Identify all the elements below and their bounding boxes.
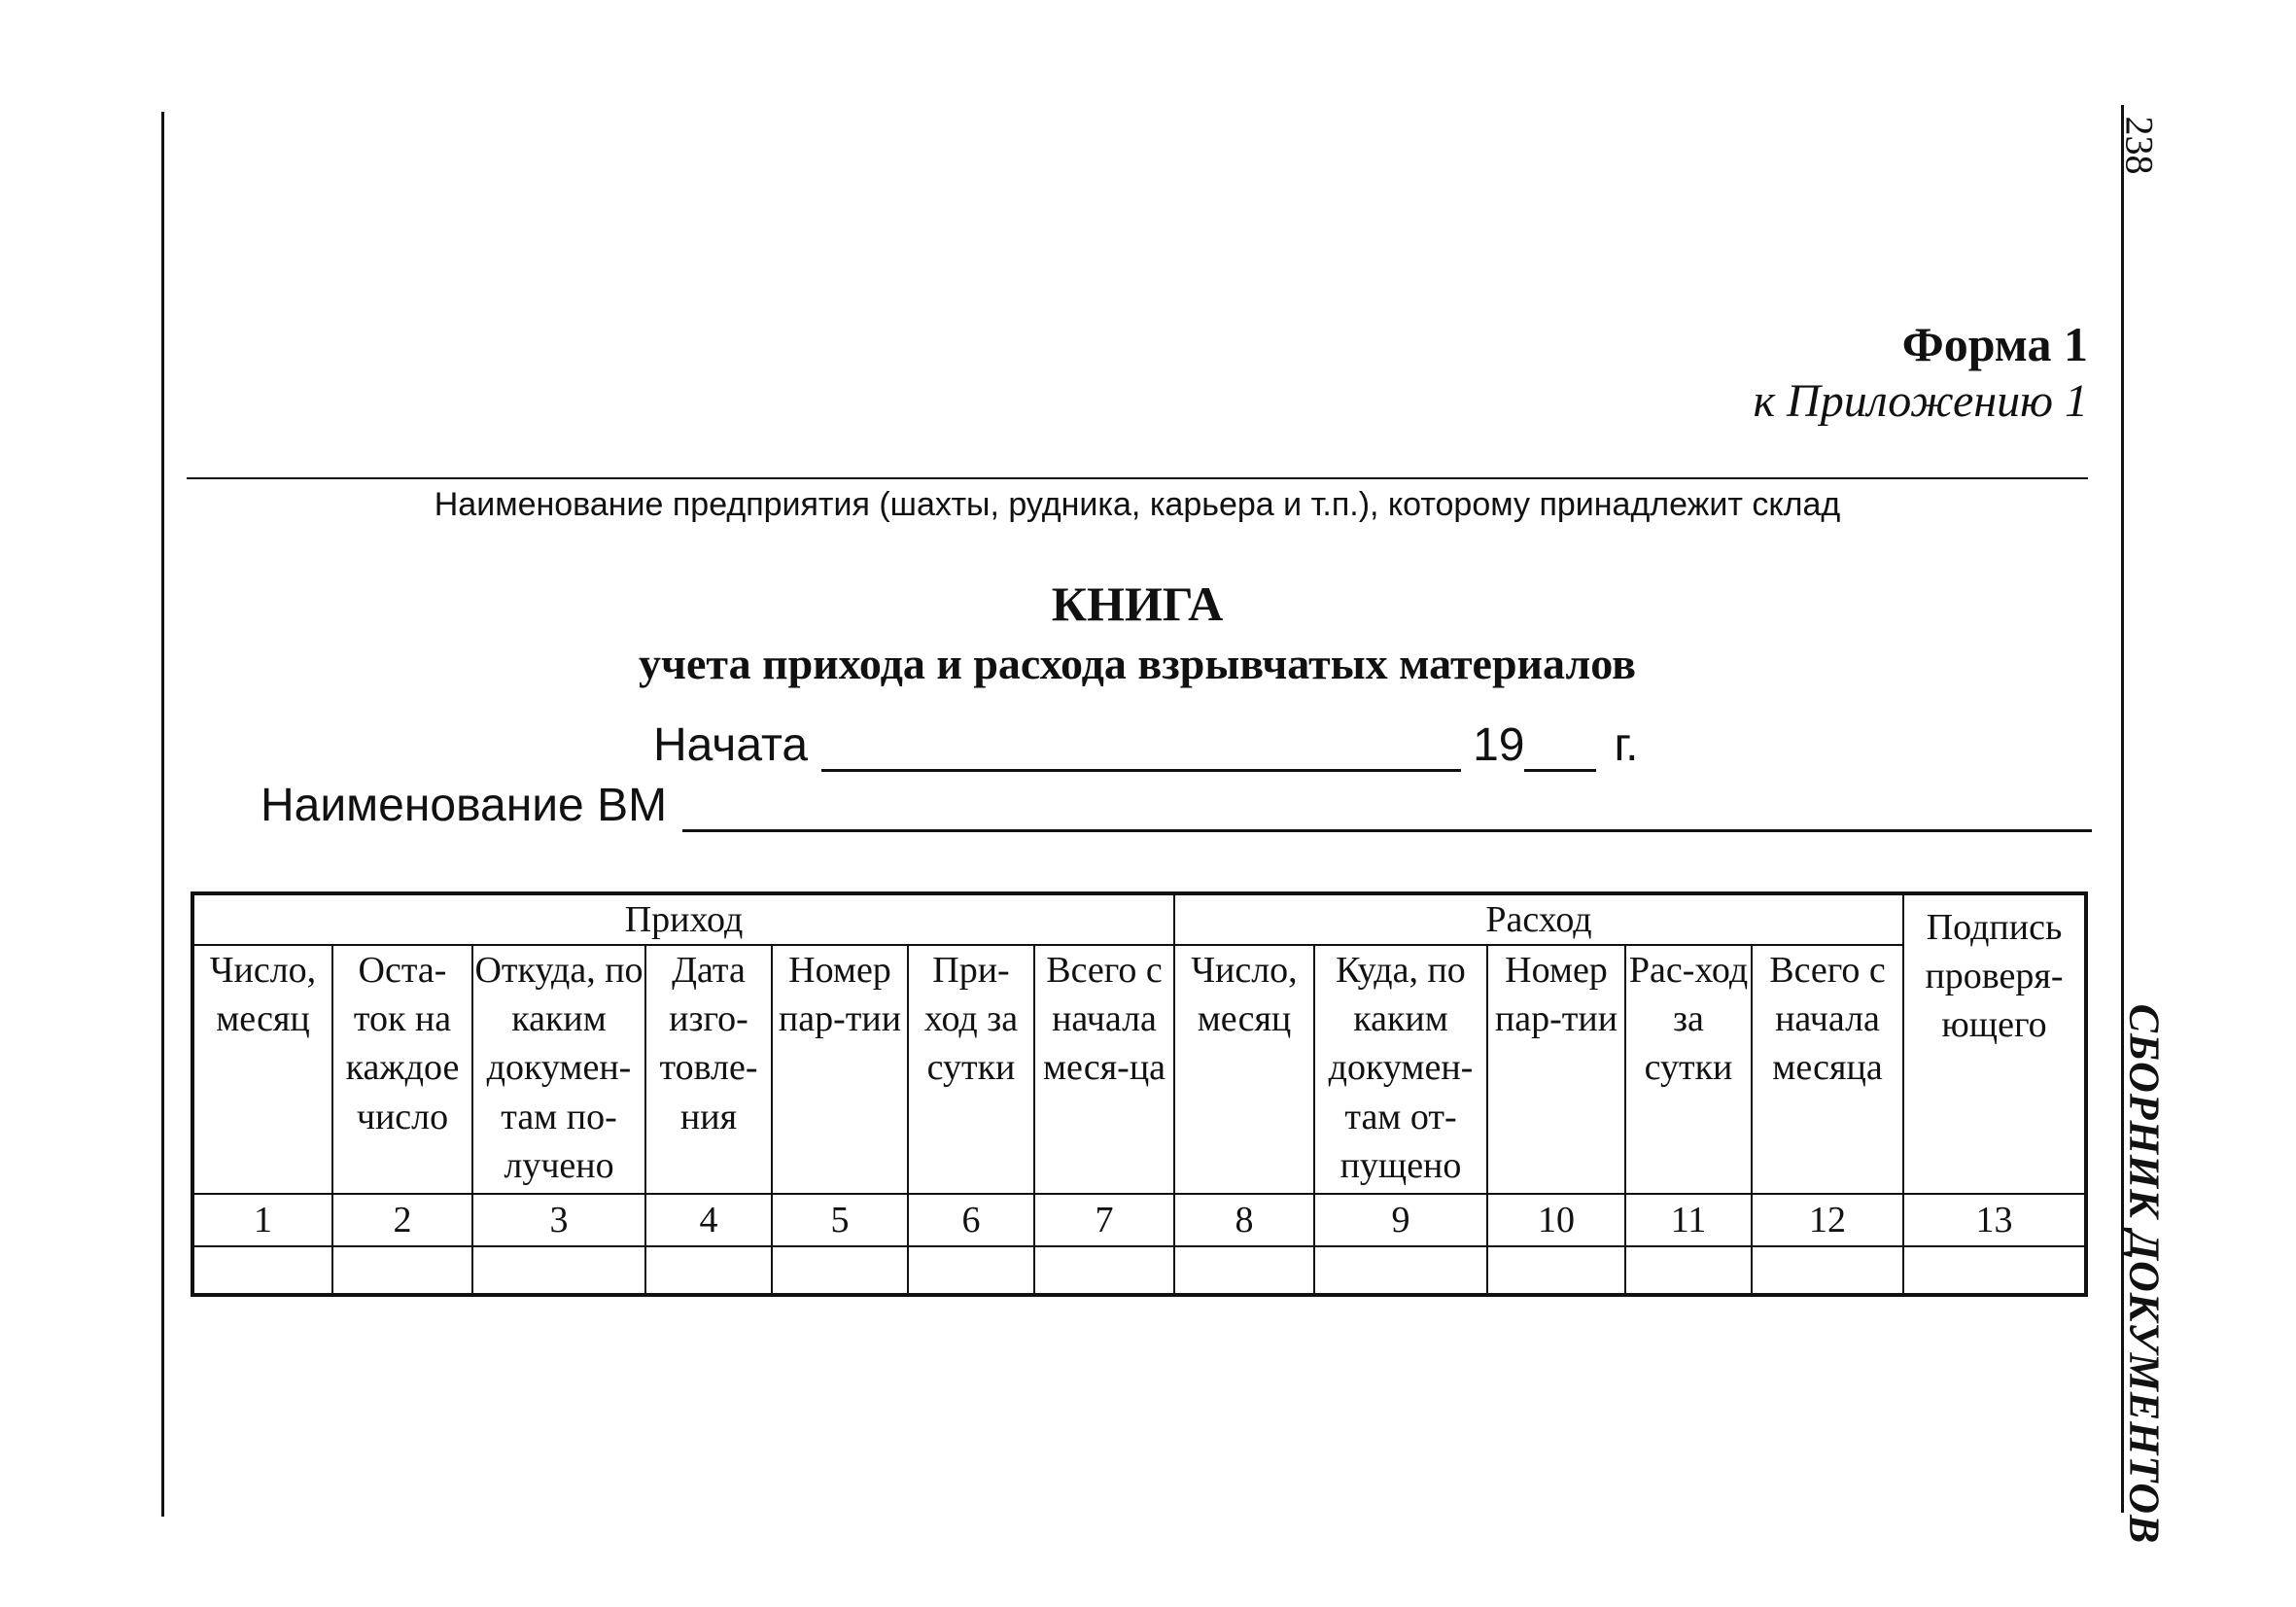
column-number: 6: [908, 1194, 1034, 1246]
column-header: Номер пар-тии: [1487, 945, 1625, 1194]
entry-cell[interactable]: [1174, 1246, 1314, 1295]
entry-cell[interactable]: [645, 1246, 772, 1295]
form-subtitle: к Приложению 1: [1753, 375, 2088, 427]
entry-cell[interactable]: [1752, 1246, 1903, 1295]
started-date-blank[interactable]: [821, 724, 1461, 772]
income-group-header: Приход: [192, 893, 1174, 945]
entry-cell[interactable]: [1625, 1246, 1752, 1295]
form-title: Форма 1: [1901, 317, 2088, 371]
vm-name-line: [261, 774, 2092, 832]
enterprise-caption: Наименование предприятия (шахты, рудника, карьера и т.п.), которому принадлежит склад: [434, 486, 1841, 523]
entry-cell[interactable]: [1034, 1246, 1174, 1295]
column-header: Откуда, по каким докумен-там по-лучено: [472, 945, 645, 1194]
column-number: 5: [772, 1194, 908, 1246]
table-group-header-row: [192, 893, 2086, 945]
page-number: 238: [2117, 116, 2162, 174]
entry-cell[interactable]: [472, 1246, 645, 1295]
column-header: Всего с начала месяца: [1752, 945, 1903, 1194]
column-header: При-ход за сутки: [908, 945, 1034, 1194]
column-header: Число, месяц: [1174, 945, 1314, 1194]
entry-cell[interactable]: [332, 1246, 472, 1295]
running-head: СБОРНИК ДОКУМЕНТОВ: [2120, 1003, 2169, 1544]
column-header: Число, месяц: [192, 945, 332, 1194]
accounting-table: [191, 891, 2088, 1297]
column-header: Оста-ток на каждое число: [332, 945, 472, 1194]
year-blank[interactable]: [1524, 724, 1596, 772]
column-header: Рас-ход за сутки: [1625, 945, 1752, 1194]
vm-name-blank[interactable]: [682, 785, 2092, 832]
expense-group-header: Расход: [1174, 893, 1903, 945]
started-label: Начата: [653, 719, 809, 771]
column-number: 2: [332, 1194, 472, 1246]
table-column-header-row: [192, 945, 2086, 1194]
left-margin-rule: [161, 112, 164, 1517]
column-number: 3: [472, 1194, 645, 1246]
column-number: 1: [192, 1194, 332, 1246]
column-number: 10: [1487, 1194, 1625, 1246]
column-header: Номер пар-тии: [772, 945, 908, 1194]
book-subtitle: учета прихода и расхода взрывчатых материалов: [639, 639, 1636, 688]
enterprise-name-blank[interactable]: [187, 477, 2088, 479]
year-suffix: г.: [1614, 719, 1639, 771]
column-header: Куда, по каким докумен-там от-пущено: [1314, 945, 1487, 1194]
entry-cell[interactable]: [1903, 1246, 2086, 1295]
started-date-line: [653, 716, 1638, 772]
entry-cell[interactable]: [1314, 1246, 1487, 1295]
entry-cell[interactable]: [192, 1246, 332, 1295]
entry-cell[interactable]: [908, 1246, 1034, 1295]
year-prefix: 19: [1473, 719, 1525, 771]
column-number: 4: [645, 1194, 772, 1246]
column-number: 7: [1034, 1194, 1174, 1246]
book-title: КНИГА: [1051, 576, 1224, 631]
column-number: 11: [1625, 1194, 1752, 1246]
column-number: 13: [1903, 1194, 2086, 1246]
column-number-row: [192, 1194, 2086, 1246]
column-header: Дата изго-товле-ния: [645, 945, 772, 1194]
column-number: 8: [1174, 1194, 1314, 1246]
signature-column-header: Подпись проверя-ющего: [1903, 893, 2086, 1194]
column-number: 9: [1314, 1194, 1487, 1246]
entry-cell[interactable]: [1487, 1246, 1625, 1295]
vm-name-label: Наименование ВМ: [261, 780, 668, 831]
column-number: 12: [1752, 1194, 1903, 1246]
column-header: Всего с начала меся-ца: [1034, 945, 1174, 1194]
blank-entry-row: [192, 1246, 2086, 1295]
entry-cell[interactable]: [772, 1246, 908, 1295]
